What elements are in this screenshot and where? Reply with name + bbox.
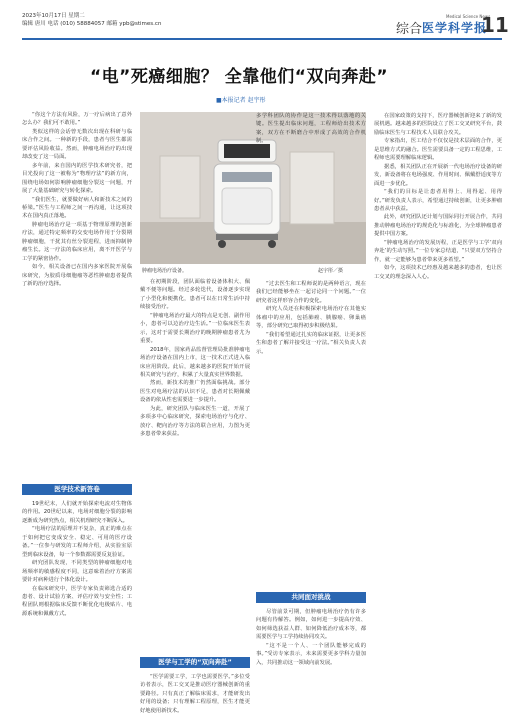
photo-caption: 肿瘤电场治疗设备。: [142, 268, 188, 274]
paragraph: 据悉，相关团队正在开展新一代电场治疗设备的研发，新设备将在电场强度、作用时间、佩戴舒适度等方面进一步优化。: [374, 163, 502, 187]
paragraph: “电场疗法的原理并不复杂，真正的难点在于如何把它变成安全、稳定、可用的医疗设备。”一位参与研发的工程师介绍，从实验室原型到临床设备，每一个参数都需要反复验证。: [22, 526, 132, 558]
paragraph: “我们的目标是让患者用得上、用得起、用得好。”研发负责人表示，希望通过持续创新，让更多肿瘤患者从中获益。: [374, 189, 502, 212]
paper-name-en: Medical Science News: [446, 14, 491, 19]
paragraph: 如今，这项技术已经惠及越来越多的患者，也让医工交叉的理念深入人心。: [374, 265, 502, 280]
paragraph: “这不是一个人、一个团队能够完成的事。”受访专家表示，未来需要更多学科力量加入，共同推动这一领域向前发展。: [256, 642, 366, 666]
subhead-2: 医学与工学的“双向奔赴”: [140, 657, 250, 668]
editor-line: 编辑 唐川 电话 (010) 58884057 邮箱 ypb@stimes.cn: [22, 21, 162, 27]
paragraph: 为此，研究团队与临床医生一道，开展了多项多中心临床研究，探索电场治疗与化疗、放疗、靶向治疗等方法的联合应用，力图为更多患者带来获益。: [140, 405, 250, 438]
paragraph: 肿瘤电场治疗是一项基于物理原理的创新疗法，通过特定频率的交变电场作用于分裂期肿瘤细胞，干扰其有丝分裂进程，进而抑制肿瘤生长。这一疗法的临床应用，离不开医学与工学的紧密协作。: [22, 221, 132, 262]
paragraph: “我们希望通过扎实的临床证据，让更多医生和患者了解并接受这一疗法。”相关负责人表示。: [256, 331, 366, 355]
paragraph: “过去医生和工程师说的是两种语言，现在我们已经能够坐在一起讨论同一个问题。”一位研究者这样形容合作的变化。: [256, 281, 366, 304]
paragraph: 如今，相关设备已在国内多家医院开展临床研究，为胶质母细胞瘤等恶性肿瘤患者提供了新的治疗选择。: [22, 264, 132, 288]
paragraph: 多学科团队的协作是这一技术得以落地的关键。医生提出临床问题，工程师给出技术方案，双方在不断磨合中形成了高效的合作机制。: [256, 113, 366, 145]
paragraph: “肿瘤电场治疗的发展历程，正是医学与工学‘双向奔赴’的生动写照。”一位专家总结道，“只要双方坚持合作，就一定能够为患者带来更多希望。”: [374, 239, 502, 263]
subhead-1: 医学技术新答卷: [22, 484, 132, 495]
paragraph: “医学需要工学，工学也需要医学。”多位受访者表示，医工交叉是推动医疗器械创新的重要路径。只有真正了解临床需求，才能研发出好用的设备；只有理解工程原理，医生才能更好地使用新技术。: [140, 674, 250, 714]
paragraph: 尽管前景可期，但肿瘤电场治疗仍有许多问题有待解答。例如，如何进一步提高疗效、如何筛选获益人群、如何降低治疗成本等，都需要医学与工学持续协同攻关。: [256, 609, 366, 641]
headline: “电”死癌细胞？ 全靠他们“双向奔赴”: [90, 67, 389, 87]
paper-name: 医学科学报: [422, 21, 488, 35]
page-number: 11: [481, 13, 509, 37]
paragraph: “我们医生，就要做好病人和新技术之间的桥梁。”医生与工程师之间一再沟通，让这项技术在国内真正落地。: [22, 196, 132, 220]
photo-credit: 赵宇彤／摄: [318, 268, 344, 274]
column-2: [140, 278, 250, 655]
paragraph: “肿瘤电场治疗最大的特点是无创、副作用小，患者可以边治疗边生活。”一位临床医生表示，这对于需要长期治疗的晚期肿瘤患者尤为重要。: [140, 312, 250, 345]
subhead-3: 共同面对挑战: [256, 592, 366, 603]
column-3-main: [256, 280, 366, 580]
paragraph: 然而，新技术的推广仍然面临挑战。部分医生对电场疗法的认识不足，患者对长期佩戴设备的依从性也需要进一步提升。: [140, 380, 250, 404]
column-2-bottom: [140, 673, 250, 723]
paragraph: 2018年，国家药品监督管理局批准肿瘤电场治疗设备在国内上市，这一技术正式进入临床应用阶段。此后，越来越多的医院开始开展相关研究与治疗，积累了大量真实世界数据。: [140, 346, 250, 378]
column-4: [374, 112, 502, 722]
column-1-bottom: [22, 500, 132, 722]
section-tag: 综合: [396, 22, 423, 37]
paragraph: 研究人员还在积极探索电场治疗在其他实体瘤中的应用，包括肺癌、胰腺癌、卵巢癌等，部分研究已取得初步积极结果。: [256, 306, 366, 330]
paragraph: 在国家政策的支持下，医疗器械创新迎来了新的发展机遇。越来越多的医院设立了医工交叉研究平台，鼓励临床医生与工程技术人员联合攻关。: [374, 113, 502, 136]
paragraph: 多年前，来自国内的医学技术研究者，把目光投向了这一被称为“物理疗法”的新方向，围绕电场如何影响肿瘤细胞分裂这一问题，开展了大量基础研究与转化探索。: [22, 162, 132, 195]
paragraph: 研究团队发现，不同类型的肿瘤细胞对电场频率的敏感程度不同，这意味着治疗方案需要针对病种进行个体化设计。: [22, 560, 132, 584]
column-1-top: [22, 111, 132, 481]
byline: ■本报记者 赵宇彤: [216, 97, 266, 104]
column-3-bottom: [256, 608, 366, 722]
paragraph: 此外，研究团队还计划与国际同行开展合作，共同推动肿瘤电场治疗的规范化与标准化，为全球肿瘤患者提供中国方案。: [374, 214, 502, 238]
paragraph: 在初期阶段，团队面临着设备体积大、佩戴不便等问题。经过多轮迭代，设备逐步实现了小型化和便携化，患者可以在日常生活中持续接受治疗。: [140, 279, 250, 311]
issue-date: 2023年10月17日 星期二: [22, 13, 85, 19]
paragraph: 19世纪末，人们就开始探索电流对生物体的作用。20世纪以来，电场对细胞分裂的影响逐渐成为研究热点，相关机理研究不断深入。: [22, 501, 132, 524]
paragraph: 在临床研究中，医学专家负责筛选合适的患者、设计试验方案、评估疗效与安全性；工程团队则根据临床反馈不断优化电极贴片、电源系统和佩戴方式。: [22, 585, 132, 617]
paragraph: 专家指出，医工结合不仅仅是技术层面的合作，更是思维方式的融合。医生需要具备一定的工程思维，工程师也需要理解临床逻辑。: [374, 138, 502, 162]
header-rule: [22, 38, 502, 40]
paragraph: “你这个方法有风险，万一疗后病出了意外怎么办？我们可不敢用。”: [22, 112, 132, 127]
paragraph: 类似这样的会话曾无数次出现在科研与临床合作之间。一种新的手段，患者与医生都需要评估风险收益。然而，肿瘤电场治疗的出现却改变了这一局面。: [22, 128, 132, 161]
